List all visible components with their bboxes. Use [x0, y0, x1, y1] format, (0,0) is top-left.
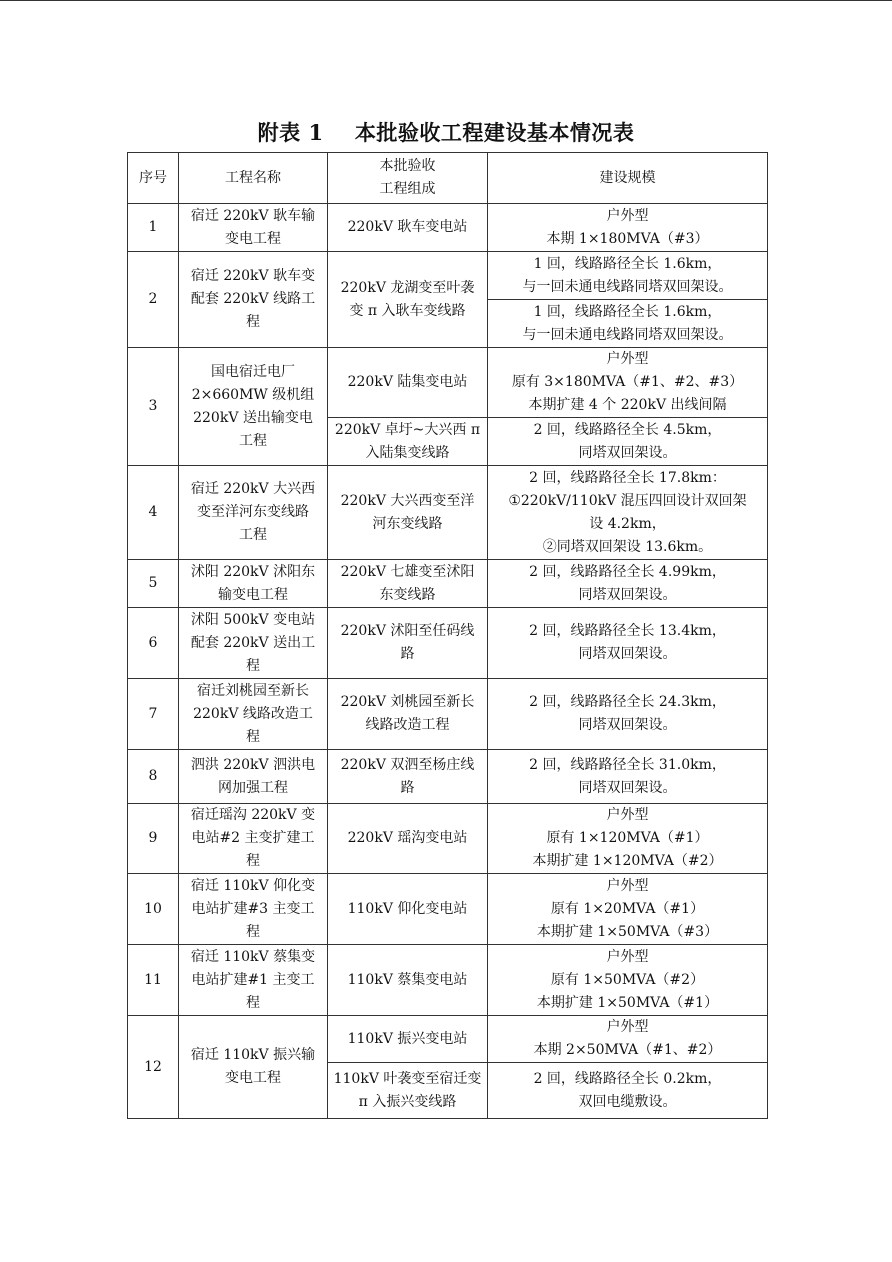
- cell-text-line: 程: [246, 994, 260, 1011]
- cell-text-line: 2 回，线路路径全长 13.4km，: [529, 623, 726, 639]
- cell-text-line: 2 回，线路路径全长 17.8km：: [529, 469, 726, 486]
- cell-text-line: 泗洪 220kV 泗洪电: [190, 756, 316, 773]
- cell-no: 7: [128, 679, 179, 750]
- table-row: [128, 560, 768, 608]
- cell-scale: [488, 300, 768, 348]
- cell-text-line: 户外型: [606, 351, 649, 367]
- cell-component: [328, 874, 488, 945]
- cell-text-line: 变 π 入耿车变线路: [349, 302, 466, 319]
- cell-text-line: 2×660MW 级机组: [191, 386, 315, 403]
- table-row: [128, 608, 768, 679]
- cell-text-line: 网加强工程: [218, 779, 288, 796]
- cell-no: 4: [128, 466, 179, 560]
- cell-text-line: 220kV 大兴西变至洋: [340, 492, 475, 509]
- cell-text-line: 本期 1×180MVA（#3）: [546, 230, 709, 247]
- cell-project-name: [179, 945, 328, 1016]
- cell-project-name: [179, 560, 328, 608]
- table-row: [128, 750, 768, 804]
- cell-text-line: 双回电缆敷设。: [578, 1093, 677, 1110]
- cell-text-line: 220kV 龙湖变至叶袭: [340, 279, 475, 296]
- cell-text-line: 220kV 刘桃园至新长: [340, 694, 475, 710]
- cell-text-line: 原有 3×180MVA（#1、#2、#3）: [511, 374, 744, 390]
- header-scale: 建设规模: [488, 153, 768, 204]
- cell-text-line: 原有 1×120MVA（#1）: [546, 830, 709, 846]
- cell-text-line: 东变线路: [379, 586, 436, 603]
- table-row: [128, 466, 768, 560]
- table-body: [128, 204, 768, 1119]
- cell-text-line: 1 回，线路路径全长 1.6km，: [533, 255, 722, 272]
- cell-component: [328, 418, 488, 466]
- cell-component: [328, 804, 488, 874]
- cell-text-line: 原有 1×20MVA（#1）: [550, 900, 705, 917]
- cell-project-name: [179, 608, 328, 679]
- cell-text-line: 输变电工程: [218, 586, 288, 603]
- cell-text-line: 本期 2×50MVA（#1、#2）: [533, 1042, 722, 1058]
- cell-component: [328, 560, 488, 608]
- cell-component: [328, 1016, 488, 1063]
- cell-text-line: 宿迁 220kV 大兴西: [190, 481, 316, 497]
- cell-no: 2: [128, 252, 179, 348]
- cell-text-line: 同塔双回架设。: [578, 586, 677, 603]
- cell-project-name: [179, 750, 328, 804]
- cell-project-name: [179, 348, 328, 466]
- cell-text-line: 与一回未通电线路同塔双回架设。: [522, 278, 733, 295]
- table-row: [128, 945, 768, 1016]
- cell-text-line: 户外型: [606, 877, 649, 894]
- cell-text-line: 宿迁瑶沟 220kV 变: [190, 807, 316, 823]
- cell-no: 6: [128, 608, 179, 679]
- cell-no: 11: [128, 945, 179, 1016]
- cell-no: 5: [128, 560, 179, 608]
- cell-scale: [488, 750, 768, 804]
- cell-text-line: 入陆集变线路: [365, 444, 450, 461]
- cell-no: 1: [128, 204, 179, 252]
- cell-text-line: 同塔双回架设。: [578, 779, 677, 796]
- cell-text-line: 沭阳 220kV 沭阳东: [190, 563, 316, 580]
- cell-text-line: 工程: [239, 432, 267, 449]
- cell-text-line: π 入振兴变线路: [358, 1093, 457, 1110]
- cell-text-line: 宿迁 220kV 耿车变: [190, 268, 316, 284]
- cell-text-line: 线路改造工程: [365, 717, 450, 733]
- cell-text-line: 户外型: [606, 807, 649, 823]
- cell-project-name: [179, 679, 328, 750]
- cell-text-line: 2 回，线路路径全长 4.5km，: [533, 421, 722, 438]
- cell-text-line: 2 回，线路路径全长 24.3km，: [529, 694, 726, 710]
- cell-component: [328, 1063, 488, 1119]
- cell-text-line: 本期扩建 1×50MVA（#3）: [536, 923, 719, 940]
- cell-text-line: 宿迁 220kV 耿车输: [190, 207, 316, 224]
- cell-text-line: 110kV 仰化变电站: [347, 900, 468, 917]
- cell-no: 9: [128, 804, 179, 874]
- cell-project-name: [179, 252, 328, 348]
- cell-text-line: 与一回未通电线路同塔双回架设。: [522, 326, 733, 343]
- cell-scale: [488, 1016, 768, 1063]
- cell-text-line: 电站#2 主变扩建工: [191, 830, 315, 846]
- cell-text-line: 本期扩建 1×50MVA（#1）: [536, 994, 719, 1011]
- cell-component: [328, 466, 488, 560]
- header-no: 序号: [128, 153, 179, 204]
- cell-text-line: 220kV 卓圩~大兴西 π: [334, 421, 481, 438]
- cell-scale: [488, 204, 768, 252]
- cell-text-line: ①220kV/110kV 混压四回设计双回架: [508, 492, 747, 509]
- project-table: [127, 152, 768, 1119]
- cell-component: [328, 750, 488, 804]
- cell-text-line: 配套 220kV 送出工: [190, 634, 316, 651]
- cell-text-line: 程: [246, 657, 260, 674]
- cell-text-line: 程: [246, 728, 260, 745]
- cell-text-line: 220kV 沭阳至任码线: [340, 623, 475, 639]
- cell-text-line: 变电工程: [225, 1070, 281, 1086]
- cell-scale: [488, 804, 768, 874]
- cell-text-line: 河东变线路: [372, 515, 443, 532]
- cell-scale: [488, 1063, 768, 1119]
- cell-scale: [488, 418, 768, 466]
- cell-scale: [488, 252, 768, 300]
- cell-project-name: [179, 204, 328, 252]
- cell-project-name: [179, 466, 328, 560]
- cell-text-line: 工程: [239, 527, 267, 543]
- cell-text-line: 同塔双回架设。: [578, 444, 677, 461]
- cell-component: [328, 348, 488, 418]
- cell-text-line: 户外型: [606, 207, 649, 224]
- cell-scale: [488, 874, 768, 945]
- cell-text-line: ②同塔双回架设 13.6km。: [542, 538, 713, 555]
- cell-text-line: 宿迁 110kV 振兴输: [190, 1047, 316, 1063]
- cell-project-name: [179, 804, 328, 874]
- cell-text-line: 110kV 叶袭变至宿迁变: [333, 1070, 482, 1087]
- cell-no: 8: [128, 750, 179, 804]
- cell-text-line: 1 回，线路路径全长 1.6km，: [533, 303, 722, 320]
- cell-text-line: 程: [246, 923, 260, 940]
- cell-text-line: 配套 220kV 线路工: [190, 291, 316, 307]
- cell-text-line: 沭阳 500kV 变电站: [190, 611, 316, 628]
- cell-text-line: 同塔双回架设。: [578, 717, 677, 733]
- cell-scale: [488, 348, 768, 418]
- cell-text-line: 国电宿迁电厂: [211, 363, 295, 380]
- cell-scale: [488, 945, 768, 1016]
- table-row: [128, 874, 768, 945]
- cell-text-line: 电站扩建#1 主变工: [191, 971, 315, 988]
- cell-text-line: 2 回，线路路径全长 4.99km，: [529, 563, 726, 580]
- table-row: [128, 804, 768, 874]
- header-name: 工程名称: [179, 153, 328, 204]
- page-top-rule: [0, 0, 892, 1]
- cell-text-line: 户外型: [606, 948, 649, 965]
- cell-text-line: 220kV 送出输变电: [193, 409, 313, 426]
- cell-component: [328, 252, 488, 348]
- cell-scale: [488, 560, 768, 608]
- cell-text-line: 宿迁 110kV 蔡集变: [190, 948, 316, 965]
- cell-text-line: 原有 1×50MVA（#2）: [550, 971, 705, 988]
- cell-text-line: 220kV 线路改造工: [193, 705, 313, 722]
- document-title: 附表 1 本批验收工程建设基本情况表: [257, 120, 635, 145]
- cell-text-line: 宿迁 110kV 仰化变: [190, 877, 316, 894]
- cell-no: 12: [128, 1016, 179, 1119]
- table-row: [128, 252, 768, 300]
- cell-text-line: 220kV 七雄变至沭阳: [340, 563, 475, 580]
- cell-text-line: 本期扩建 4 个 220kV 出线间隔: [528, 397, 727, 413]
- cell-text-line: 路: [400, 779, 415, 796]
- cell-component: [328, 679, 488, 750]
- cell-text-line: 220kV 陆集变电站: [347, 374, 468, 390]
- cell-component: [328, 945, 488, 1016]
- cell-text-line: 2 回，线路路径全长 0.2km，: [533, 1070, 722, 1087]
- cell-text-line: 程: [246, 853, 260, 869]
- cell-text-line: 110kV 振兴变电站: [347, 1030, 468, 1047]
- cell-text-line: 2 回，线路路径全长 31.0km，: [529, 756, 726, 773]
- table-row: [128, 679, 768, 750]
- cell-text-line: 宿迁刘桃园至新长: [197, 682, 309, 699]
- table-row: [128, 348, 768, 418]
- cell-text-line: 设 4.2km，: [589, 515, 666, 532]
- cell-text-line: 220kV 瑶沟变电站: [347, 830, 468, 846]
- cell-text-line: 同塔双回架设。: [578, 646, 677, 662]
- header-component: 本批验收 工程组成: [328, 153, 488, 204]
- cell-no: 10: [128, 874, 179, 945]
- table-header-row: [128, 153, 768, 204]
- cell-text-line: 程: [246, 314, 260, 330]
- cell-text-line: 变至洋河东变线路: [197, 504, 309, 520]
- cell-text-line: 电站扩建#3 主变工: [191, 900, 315, 917]
- cell-scale: [488, 466, 768, 560]
- cell-project-name: [179, 1016, 328, 1119]
- cell-text-line: 变电工程: [225, 230, 281, 247]
- cell-text-line: 220kV 耿车变电站: [347, 219, 468, 235]
- cell-project-name: [179, 874, 328, 945]
- table-row: [128, 1016, 768, 1063]
- cell-text-line: 110kV 蔡集变电站: [347, 971, 468, 988]
- cell-text-line: 220kV 双泗至杨庄线: [340, 756, 475, 773]
- table-row: [128, 204, 768, 252]
- cell-scale: [488, 608, 768, 679]
- cell-text-line: 户外型: [606, 1019, 649, 1035]
- cell-scale: [488, 679, 768, 750]
- cell-component: [328, 204, 488, 252]
- cell-text-line: 本期扩建 1×120MVA（#2）: [532, 853, 723, 869]
- cell-text-line: 路: [400, 646, 415, 662]
- cell-component: [328, 608, 488, 679]
- cell-no: 3: [128, 348, 179, 466]
